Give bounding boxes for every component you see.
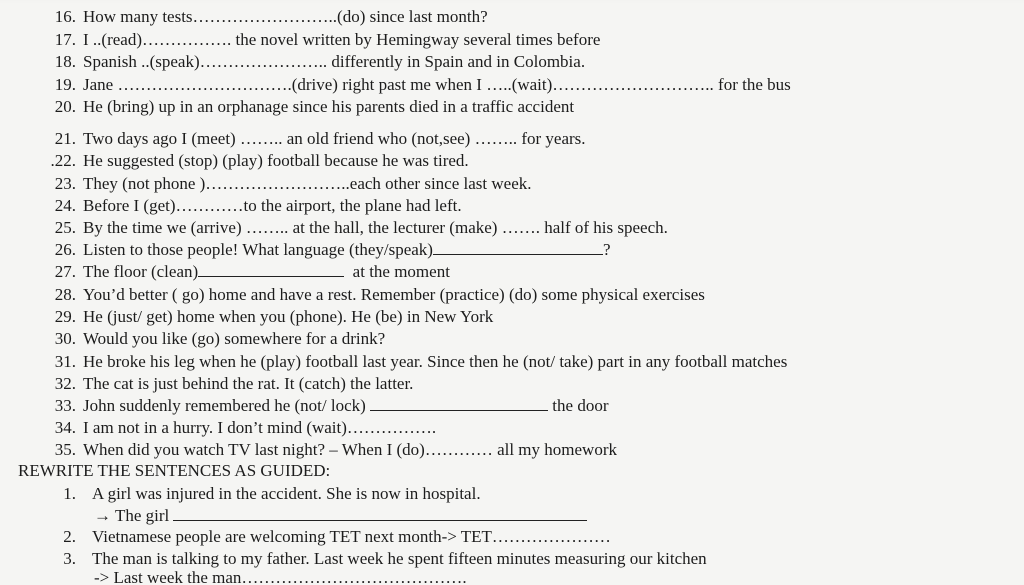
rewrite-text: A girl was injured in the accident. She is now in hospital. [92,484,481,503]
exercise-tail: the door [552,396,609,415]
exercise-text: John suddenly remembered he (not/ lock) [83,396,366,415]
exercise-text: Jane ………………………….(drive) right past me when I …..(wait)……………………….. for the bus [83,75,791,94]
exercise-text: You’d better ( go) home and have a rest. Remember (practice) (do) some physical exercises [83,285,705,304]
answer-blank[interactable] [173,506,587,521]
exercise-number: 26. [54,240,76,259]
exercise-text: Before I (get)…………to the airport, the plane had left. [83,196,462,215]
exercise-number: 18. [54,52,76,71]
exercise-text: Listen to those people! What language (they/speak) [83,240,433,259]
exercise-line [83,262,450,282]
exercise-text: How many tests……………………..(do) since last month? [83,7,488,26]
exercise-number: 27. [54,262,76,281]
answer-blank[interactable] [433,240,603,255]
question-mark: ? [602,240,611,259]
rewrite-number: 1. [63,484,76,503]
exercise-text: I am not in a hurry. I don’t mind (wait)……………. [83,418,437,437]
exercise-text: Two days ago I (meet) …….. an old friend who (not,see) …….. for years. [83,129,586,148]
exercise-number: 24. [54,196,76,215]
cut-off-previous-line [0,0,1024,4]
exercise-line [83,396,608,416]
exercise-number: 29. [54,307,76,326]
exercise-number: 21. [54,129,76,148]
exercise-text: He broke his leg when he (play) football last year. Since then he (not/ take) part in any football matches [83,352,788,371]
exercise-text: By the time we (arrive) …….. at the hall, the lecturer (make) ……. half of his speech. [83,218,668,237]
answer-blank[interactable] [198,262,344,277]
rewrite-prompt: → The girl [94,506,170,525]
exercise-number: 25. [54,218,76,237]
exercise-number: 23. [54,174,76,193]
exercise-text: I ..(read)……………. the novel written by Hemingway several times before [83,30,601,49]
exercise-text: The floor (clean) [83,262,199,281]
rewrite-text: Vietnamese people are welcoming TET next month-> TET………………… [92,527,611,546]
exercise-number: 16. [54,7,76,26]
exercise-number: .22. [50,151,76,170]
rewrite-answer-line [94,506,587,526]
exercise-tail: at the moment [352,262,450,281]
exercise-number: 33. [54,396,76,415]
exercise-number: 28. [54,285,76,304]
rewrite-prompt: -> Last week the man…………………………………. [94,568,467,585]
exercise-number: 19. [54,75,76,94]
rewrite-number: 3. [63,549,76,568]
exercise-text: Spanish ..(speak)………………….. differently in Spain and in Colombia. [83,52,586,71]
exercise-text: He (bring) up in an orphanage since his parents died in a traffic accident [83,97,575,116]
exercise-text: They (not phone )……………………..each other since last week. [83,174,532,193]
exercise-number: 20. [54,97,76,116]
exercise-line [83,240,611,260]
exercise-number: 31. [54,352,76,371]
exercise-text: Would you like (go) somewhere for a drink? [83,329,386,348]
rewrite-text: The man is talking to my father. Last week he spent fifteen minutes measuring our kitchen [92,549,707,568]
exercise-text: The cat is just behind the rat. It (catch) the latter. [83,374,414,393]
exercise-number: 34. [54,418,76,437]
exercise-number: 35. [54,440,76,459]
exercise-text: He suggested (stop) (play) football because he was tired. [83,151,469,170]
exercise-number: 32. [54,374,76,393]
exercise-text: He (just/ get) home when you (phone). He (be) in New York [83,307,494,326]
exercise-number: 30. [54,329,76,348]
rewrite-heading: REWRITE THE SENTENCES AS GUIDED: [18,461,331,480]
rewrite-number: 2. [63,527,76,546]
exercise-text: When did you watch TV last night? – When I (do)………… all my homework [83,440,617,459]
answer-blank[interactable] [370,396,548,411]
exercise-number: 17. [54,30,76,49]
